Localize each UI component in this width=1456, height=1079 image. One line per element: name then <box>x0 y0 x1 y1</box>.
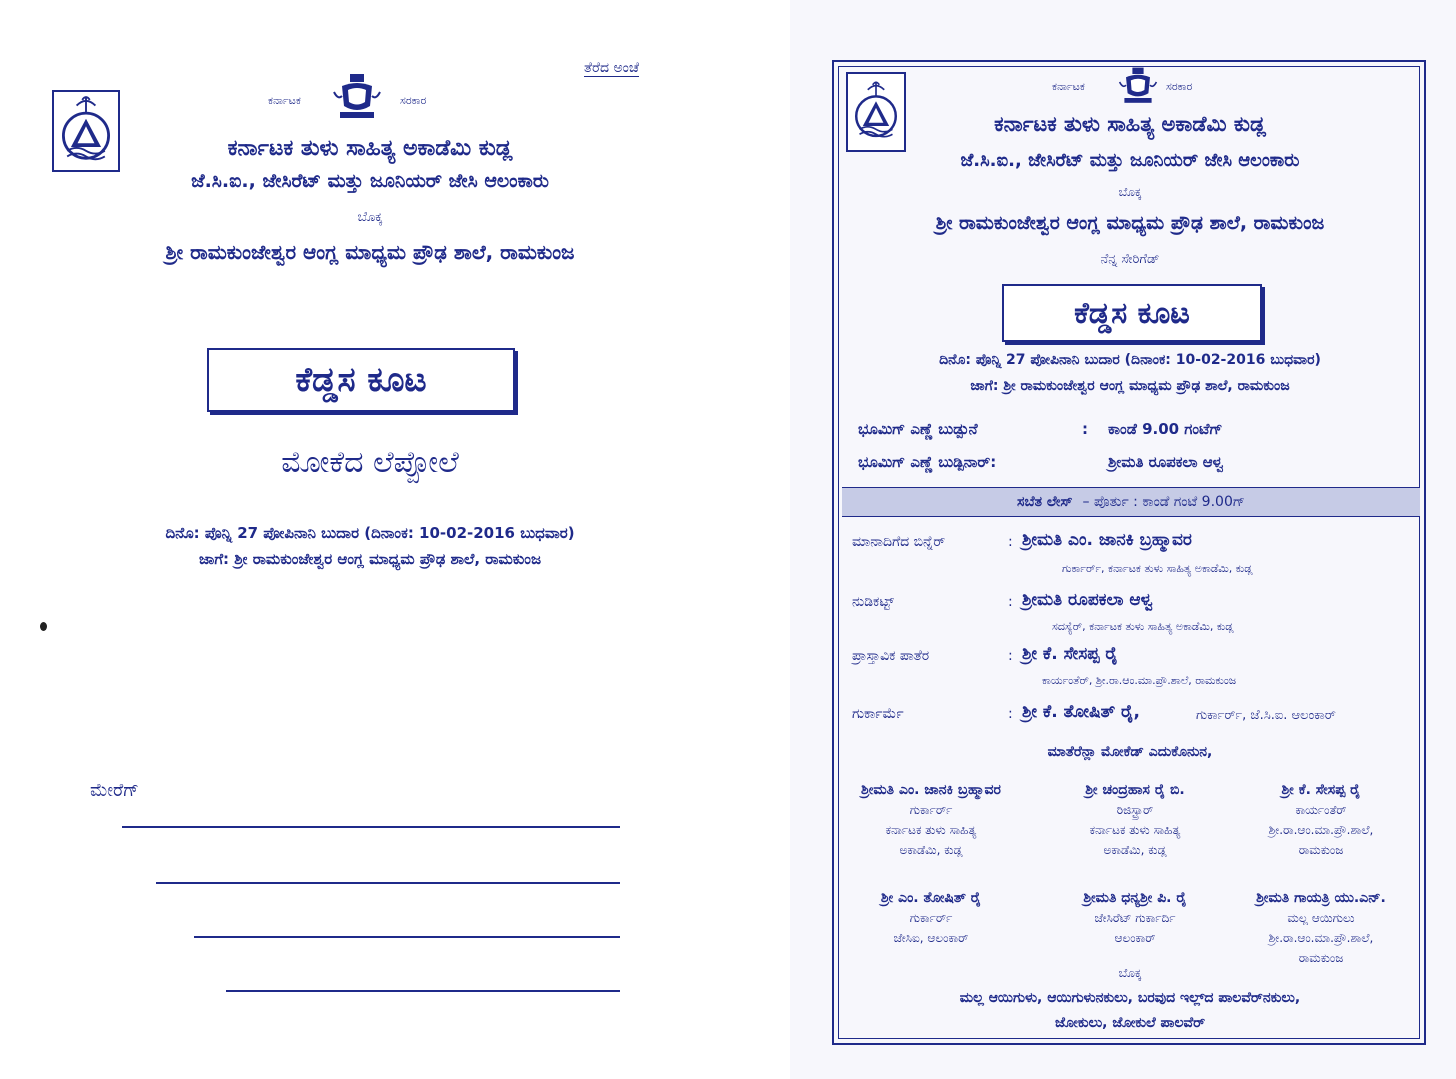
session-time: – ಪೊರ್ತು : ಕಾಂಡೆ ಗಂಟೆ 9.00ಗ್ <box>1082 494 1245 510</box>
closing-line: ಜೋಕುಲು, ಜೋಕುಲೆ ಪಾಲವೆರ್ <box>1054 1015 1206 1031</box>
invite-heading: ಮಾತೆರೆನ್ಲಾ ಮೋಕೆಡ್ ಎದುಕೊನುನ, <box>1047 744 1213 760</box>
host-name: ಶ್ರೀಮತಿ ಧನ್ಯಶ್ರೀ ಪಿ. ರೈ <box>1083 890 1187 906</box>
address-line <box>122 826 620 828</box>
colon: : <box>1008 534 1013 550</box>
envelope-label: ತೆರೆದ ಅಂಚೆ <box>584 60 639 76</box>
host-line: ಕರ್ನಾಟಕ ತುಳು ಸಾಹಿತ್ಯ <box>1089 823 1181 837</box>
host-name: ಶ್ರೀಮತಿ ಎಂ. ಜಾನಕಿ ಬ್ರಹ್ಮಾವರ <box>861 782 1001 798</box>
role-label: ಗುರ್ಕಾರ್ಮೆ <box>852 706 904 722</box>
role-name: ಶ್ರೀಮತಿ ಎಂ. ಜಾನಕಿ ಬ್ರಹ್ಮಾವರ <box>1022 530 1192 550</box>
role-label: ಮಾನಾದಿಗೆದ ಬಿನ್ನೆರ್ <box>852 534 946 550</box>
lamp-by-value: ಶ್ರೀಮತಿ ರೂಪಕಲಾ ಆಳ್ವ <box>1108 453 1224 471</box>
role-designation: ಕಾರ್ಯಂತೆರ್, ಶ್ರೀ.ರಾ.ಆಂ.ಮಾ.ಪ್ರೌ.ಶಾಲೆ, ರಾಮಕುಂಜ <box>1042 674 1237 687</box>
co-organizers: ಜೆ.ಸಿ.ಐ., ಜೇಸಿರೆಟ್ ಮತ್ತು ಜೂನಿಯರ್ ಜೇಸಿ ಆಲಂಕಾರು <box>191 170 549 192</box>
lamp-time-label: ಭೂಮಿಗ್ ಎಣ್ಣೆ ಬುಡ್ಪುನೆ <box>858 420 978 438</box>
support-text: ನೆನ್ನ ಸೇರಿಗೆಡ್ <box>1100 252 1160 267</box>
ink-spot <box>40 622 47 631</box>
invitation-subtitle: ಮೋಕೆದ ಲೆಪ್ಪೋಲೆ <box>281 445 459 480</box>
session-title: ಸಬೆತ ಲೇಸ್ <box>1017 494 1073 510</box>
host-line: ಅಕಾಡೆಮಿ, ಕುಡ್ಲ <box>1103 843 1167 857</box>
event-venue: ಜಾಗೆ: ಶ್ರೀ ರಾಮಕುಂಜೇಶ್ವರ ಆಂಗ್ಲ ಮಾಧ್ಯಮ ಪ್ರೌಢ ಶಾಲೆ, ರಾಮಕುಂಜ <box>198 550 542 568</box>
host-line: ಅಕಾಡೆಮಿ, ಕುಡ್ಲ <box>899 843 963 857</box>
connector-text: ಬೊಕ್ಕ <box>357 210 383 225</box>
state-emblem-icon <box>332 72 382 122</box>
colon: : <box>1008 648 1013 664</box>
host-entry <box>1040 888 1230 948</box>
event-title-box: ಕೆಡ್ಡಸ ಕೂಟ <box>207 348 515 412</box>
host-line: ಕಾರ್ಯಂತೆರ್ <box>1295 803 1347 817</box>
address-line <box>194 936 620 938</box>
host-line: ಕರ್ನಾಟಕ ತುಳು ಸಾಹಿತ್ಯ <box>885 823 977 837</box>
govt-label-right: ಸರಕಾರ <box>400 94 427 107</box>
host-line: ಶ್ರೀ.ರಾ.ಆಂ.ಮಾ.ಪ್ರೌ.ಶಾಲೆ, <box>1268 931 1374 945</box>
role-label: ಪ್ರಾಸ್ತಾವಿಕ ಪಾತೆರ <box>852 648 930 664</box>
host-line: ಮಲ್ಲ ಆಯಿಗುಲು <box>1287 911 1355 925</box>
event-title-box: ಕೆಡ್ಡಸ ಕೂಟ <box>1002 284 1262 342</box>
role-name: ಶ್ರೀ ಕೆ. ಸೇಸಪ್ಪ ರೈ <box>1022 644 1118 664</box>
host-entry <box>836 780 1026 860</box>
address-line <box>226 990 620 992</box>
school-name: ಶ್ರೀ ರಾಮಕುಂಜೇಶ್ವರ ಆಂಗ್ಲ ಮಾಧ್ಯಮ ಪ್ರೌಢ ಶಾಲೆ, ರಾಮಕುಂಜ <box>165 240 575 264</box>
closing-line: ಮಲ್ಲ ಆಯಿಗುಳು, ಆಯಿಗುಳುನಕುಲು, ಬರವುದ ಇಲ್ಲ್‌ದ ಪಾಲವೆರ್‌ನಕುಲು, <box>959 990 1301 1006</box>
role-name: ಶ್ರೀ ಕೆ. ತೋಷಿತ್ ರೈ, <box>1022 702 1141 722</box>
host-entry <box>1040 780 1230 860</box>
school-name: ಶ್ರೀ ರಾಮಕುಂಜೇಶ್ವರ ಆಂಗ್ಲ ಮಾಧ್ಯಮ ಪ್ರೌಢ ಶಾಲೆ, ರಾಮಕುಂಜ <box>935 212 1325 234</box>
colon: : <box>1008 594 1013 610</box>
host-entry <box>1226 780 1416 860</box>
host-name: ಶ್ರೀಮತಿ ಗಾಯತ್ರಿ ಯು.ಎನ್. <box>1256 890 1386 906</box>
host-line: ರಿಜಿಸ್ಟ್ರಾರ್ <box>1116 803 1154 817</box>
role-designation: ಗುರ್ಕಾರ್ರ್, ಜೆ.ಸಿ.ಐ. ಆಲಂಕಾರ್ <box>1196 708 1336 723</box>
colon: : <box>1008 706 1013 722</box>
govt-label-right: ಸರಕಾರ <box>1166 80 1193 93</box>
card-gap <box>720 0 790 1079</box>
govt-label-left: ಕರ್ನಾಟಕ <box>1052 80 1085 93</box>
colon: : <box>1082 420 1088 438</box>
host-name: ಶ್ರೀ ಚಂದ್ರಹಾಸ ರೈ ಬಿ. <box>1085 782 1185 798</box>
addressee-label: ಮೇರೆಗ್ <box>90 780 139 801</box>
host-entry <box>1226 888 1416 968</box>
host-name: ಶ್ರೀ ಎಂ. ತೋಷಿತ್ ರೈ <box>880 890 982 906</box>
event-date: ದಿನೊ: ಪೊನ್ನಿ 27 ಪೋಪಿನಾನಿ ಬುದಾರ (ದಿನಾಂಕ: 10-02-2016 ಬುಧವಾರ) <box>165 524 575 542</box>
co-organizers: ಜೆ.ಸಿ.ಐ., ಜೇಸಿರೆಟ್ ಮತ್ತು ಜೂನಿಯರ್ ಜೇಸಿ ಆಲಂಕಾರು <box>960 150 1300 171</box>
host-line: ರಾಮಕುಂಜ <box>1298 843 1344 857</box>
host-name: ಶ್ರೀ ಕೆ. ಸೇಸಪ್ಪ ರೈ <box>1281 782 1361 798</box>
event-date: ದಿನೊ: ಪೊನ್ನಿ 27 ಪೋಪಿನಾನಿ ಬುದಾರ (ದಿನಾಂಕ: 10-02-2016 ಬುಧವಾರ) <box>939 352 1321 368</box>
lamp-time-value: ಕಾಂಡೆ 9.00 ಗಂಟೆಗ್ <box>1108 420 1223 438</box>
govt-label-left: ಕರ್ನಾಟಕ <box>268 94 301 107</box>
host-line: ಗುರ್ಕಾರ್ರ್ <box>909 803 953 817</box>
role-name: ಶ್ರೀಮತಿ ರೂಪಕಲಾ ಆಳ್ವ <box>1022 590 1153 610</box>
lamp-by-label: ಭೂಮಿಗ್ ಎಣ್ಣೆ ಬುಡ್ಪಿನಾರ್: <box>858 453 997 471</box>
host-line: ಜೇಸಿಐ, ಆಲಂಕಾರ್ <box>893 931 969 945</box>
academy-title: ಕರ್ನಾಟಕ ತುಳು ಸಾಹಿತ್ಯ ಅಕಾಡೆಮಿ ಕುಡ್ಲ <box>227 136 513 161</box>
host-line: ಆಲಂಕಾರ್ <box>1114 931 1156 945</box>
connector-text: ಬೊಕ್ಕ <box>1118 185 1142 199</box>
role-label: ನುಡಿಕಟ್ಟ್ <box>852 594 895 610</box>
role-designation: ಗುರ್ಕಾರ್ರ್, ಕರ್ನಾಟಕ ತುಳು ಸಾಹಿತ್ಯ ಅಕಾಡೆಮಿ, ಕುಡ್ಲ <box>1062 562 1253 575</box>
connector-text: ಬೊಕ್ಕ <box>1118 966 1142 980</box>
host-entry <box>836 888 1026 948</box>
academy-title: ಕರ್ನಾಟಕ ತುಳು ಸಾಹಿತ್ಯ ಅಕಾಡೆಮಿ ಕುಡ್ಲ <box>994 112 1266 136</box>
host-line: ಜೇಸಿರೆಟ್ ಗುರ್ಕಾರ್ದಿ <box>1094 911 1176 925</box>
session-band <box>842 487 1420 517</box>
host-line: ರಾಮಕುಂಜ <box>1298 951 1344 965</box>
host-line: ಶ್ರೀ.ರಾ.ಆಂ.ಮಾ.ಪ್ರೌ.ಶಾಲೆ, <box>1268 823 1374 837</box>
state-emblem-icon <box>1118 66 1158 106</box>
role-designation: ಸದಸ್ಯೆರ್, ಕರ್ನಾಟಕ ತುಳು ಸಾಹಿತ್ಯ ಅಕಾಡೆಮಿ, ಕುಡ್ಲ <box>1052 620 1234 633</box>
event-venue: ಜಾಗೆ: ಶ್ರೀ ರಾಮಕುಂಜೇಶ್ವರ ಆಂಗ್ಲ ಮಾಧ್ಯಮ ಪ್ರೌಢ ಶಾಲೆ, ರಾಮಕುಂಜ <box>970 378 1290 394</box>
host-line: ಗುರ್ಕಾರ್ರ್ <box>909 911 953 925</box>
address-line <box>156 882 620 884</box>
